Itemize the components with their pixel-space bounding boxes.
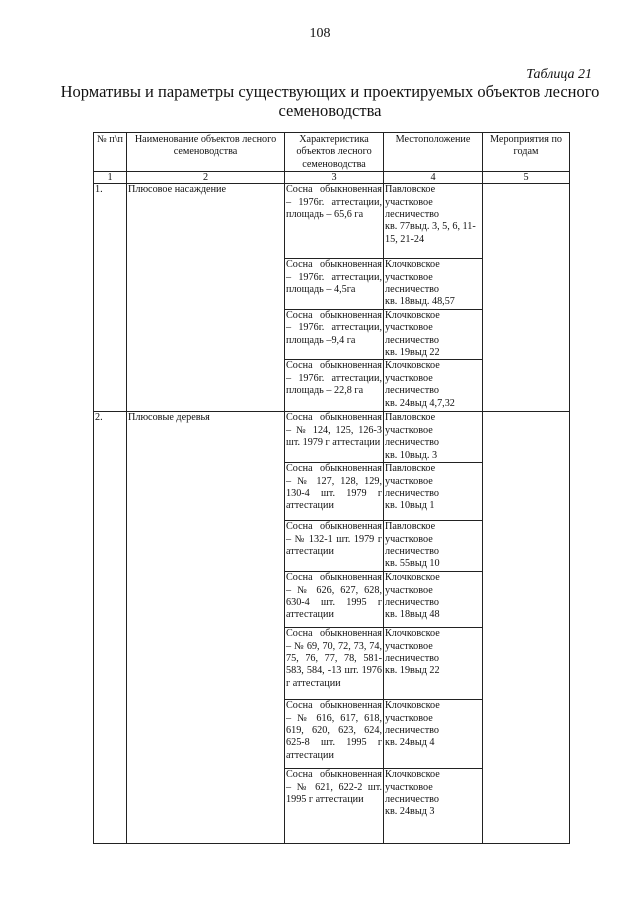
location-cell: Клочковское участковое лесничество кв. 24выд 4,7,32 [384,360,483,412]
characteristics-cell: Сосна обыкновенная – 1976г. аттестации, площадь – 4,5га [285,259,384,310]
header-characteristics: Характеристика объектов лесного семеноводства [285,133,384,172]
characteristics-cell: Сосна обыкновенная – № 69, 70, 72, 73, 74, 75, 76, 77, 78, 581-583, 584, -13 шт. 1976 г аттестации [285,628,384,700]
col-number: 1 [94,172,127,184]
location-cell: Клочковское участковое лесничество кв. 19выд 22 [384,309,483,360]
title-line-2: семеноводства [278,101,382,120]
activities-cell [483,184,570,412]
object-name: Плюсовые деревья [127,412,285,844]
location-cell: Павловское участковое лесничество кв. 77выд. 3, 5, 6, 11-15, 21-24 [384,184,483,259]
col-number: 4 [384,172,483,184]
table-row [94,184,570,259]
location-cell: Павловское участковое лесничество кв. 55выд 10 [384,521,483,572]
location-cell: Клочковское участковое лесничество кв. 18выд. 48,57 [384,259,483,310]
page-title [60,82,600,120]
header-object-name: Наименование объектов лесного семеноводства [127,133,285,172]
page-number: 108 [309,26,331,41]
location-cell: Клочковское участковое лесничество кв. 24выд 4 [384,700,483,769]
header-number: № п\п [94,133,127,172]
location-cell: Павловское участковое лесничество кв. 10выд 1 [384,463,483,521]
characteristics-cell: Сосна обыкновенная – 1976г. аттестации, площадь – 22,8 га [285,360,384,412]
activities-cell [483,412,570,844]
header-activities: Мероприятия по годам [483,133,570,172]
characteristics-cell: Сосна обыкновенная – № 127, 128, 129, 130-4 шт. 1979 г аттестации [285,463,384,521]
location-cell: Павловское участковое лесничество кв. 10выд. 3 [384,412,483,463]
table-body [94,184,570,844]
col-number: 5 [483,172,570,184]
object-name: Плюсовое насаждение [127,184,285,412]
column-number-row [94,172,570,184]
location-cell: Клочковское участковое лесничество кв. 19выд 22 [384,628,483,700]
title-line-1: Нормативы и параметры существующих и проектируемых объектов лесного [60,82,600,101]
characteristics-cell: Сосна обыкновенная – № 626, 627, 628, 630-4 шт. 1995 г аттестации [285,572,384,628]
location-cell: Клочковское участковое лесничество кв. 24выд 3 [384,769,483,844]
table-label: Таблица 21 [526,67,592,82]
characteristics-cell: Сосна обыкновенная – № 132-1 шт. 1979 г аттестации [285,521,384,572]
row-number: 1. [94,184,127,412]
objects-table [93,132,570,844]
header-location: Местоположение [384,133,483,172]
col-number: 3 [285,172,384,184]
characteristics-cell: Сосна обыкновенная – 1976г. аттестации, площадь – 65,6 га [285,184,384,259]
characteristics-cell: Сосна обыкновенная – 1976г. аттестации, площадь –9,4 га [285,309,384,360]
location-cell: Клочковское участковое лесничество кв. 18выд 48 [384,572,483,628]
row-number: 2. [94,412,127,844]
characteristics-cell: Сосна обыкновенная – № 616, 617, 618, 619, 620, 623, 624, 625-8 шт. 1995 г аттестации [285,700,384,769]
characteristics-cell: Сосна обыкновенная – № 621, 622-2 шт. 1995 г аттестации [285,769,384,844]
characteristics-cell: Сосна обыкновенная – № 124, 125, 126-3 шт. 1979 г аттестации [285,412,384,463]
header-row [94,133,570,172]
table-row [94,412,570,463]
col-number: 2 [127,172,285,184]
